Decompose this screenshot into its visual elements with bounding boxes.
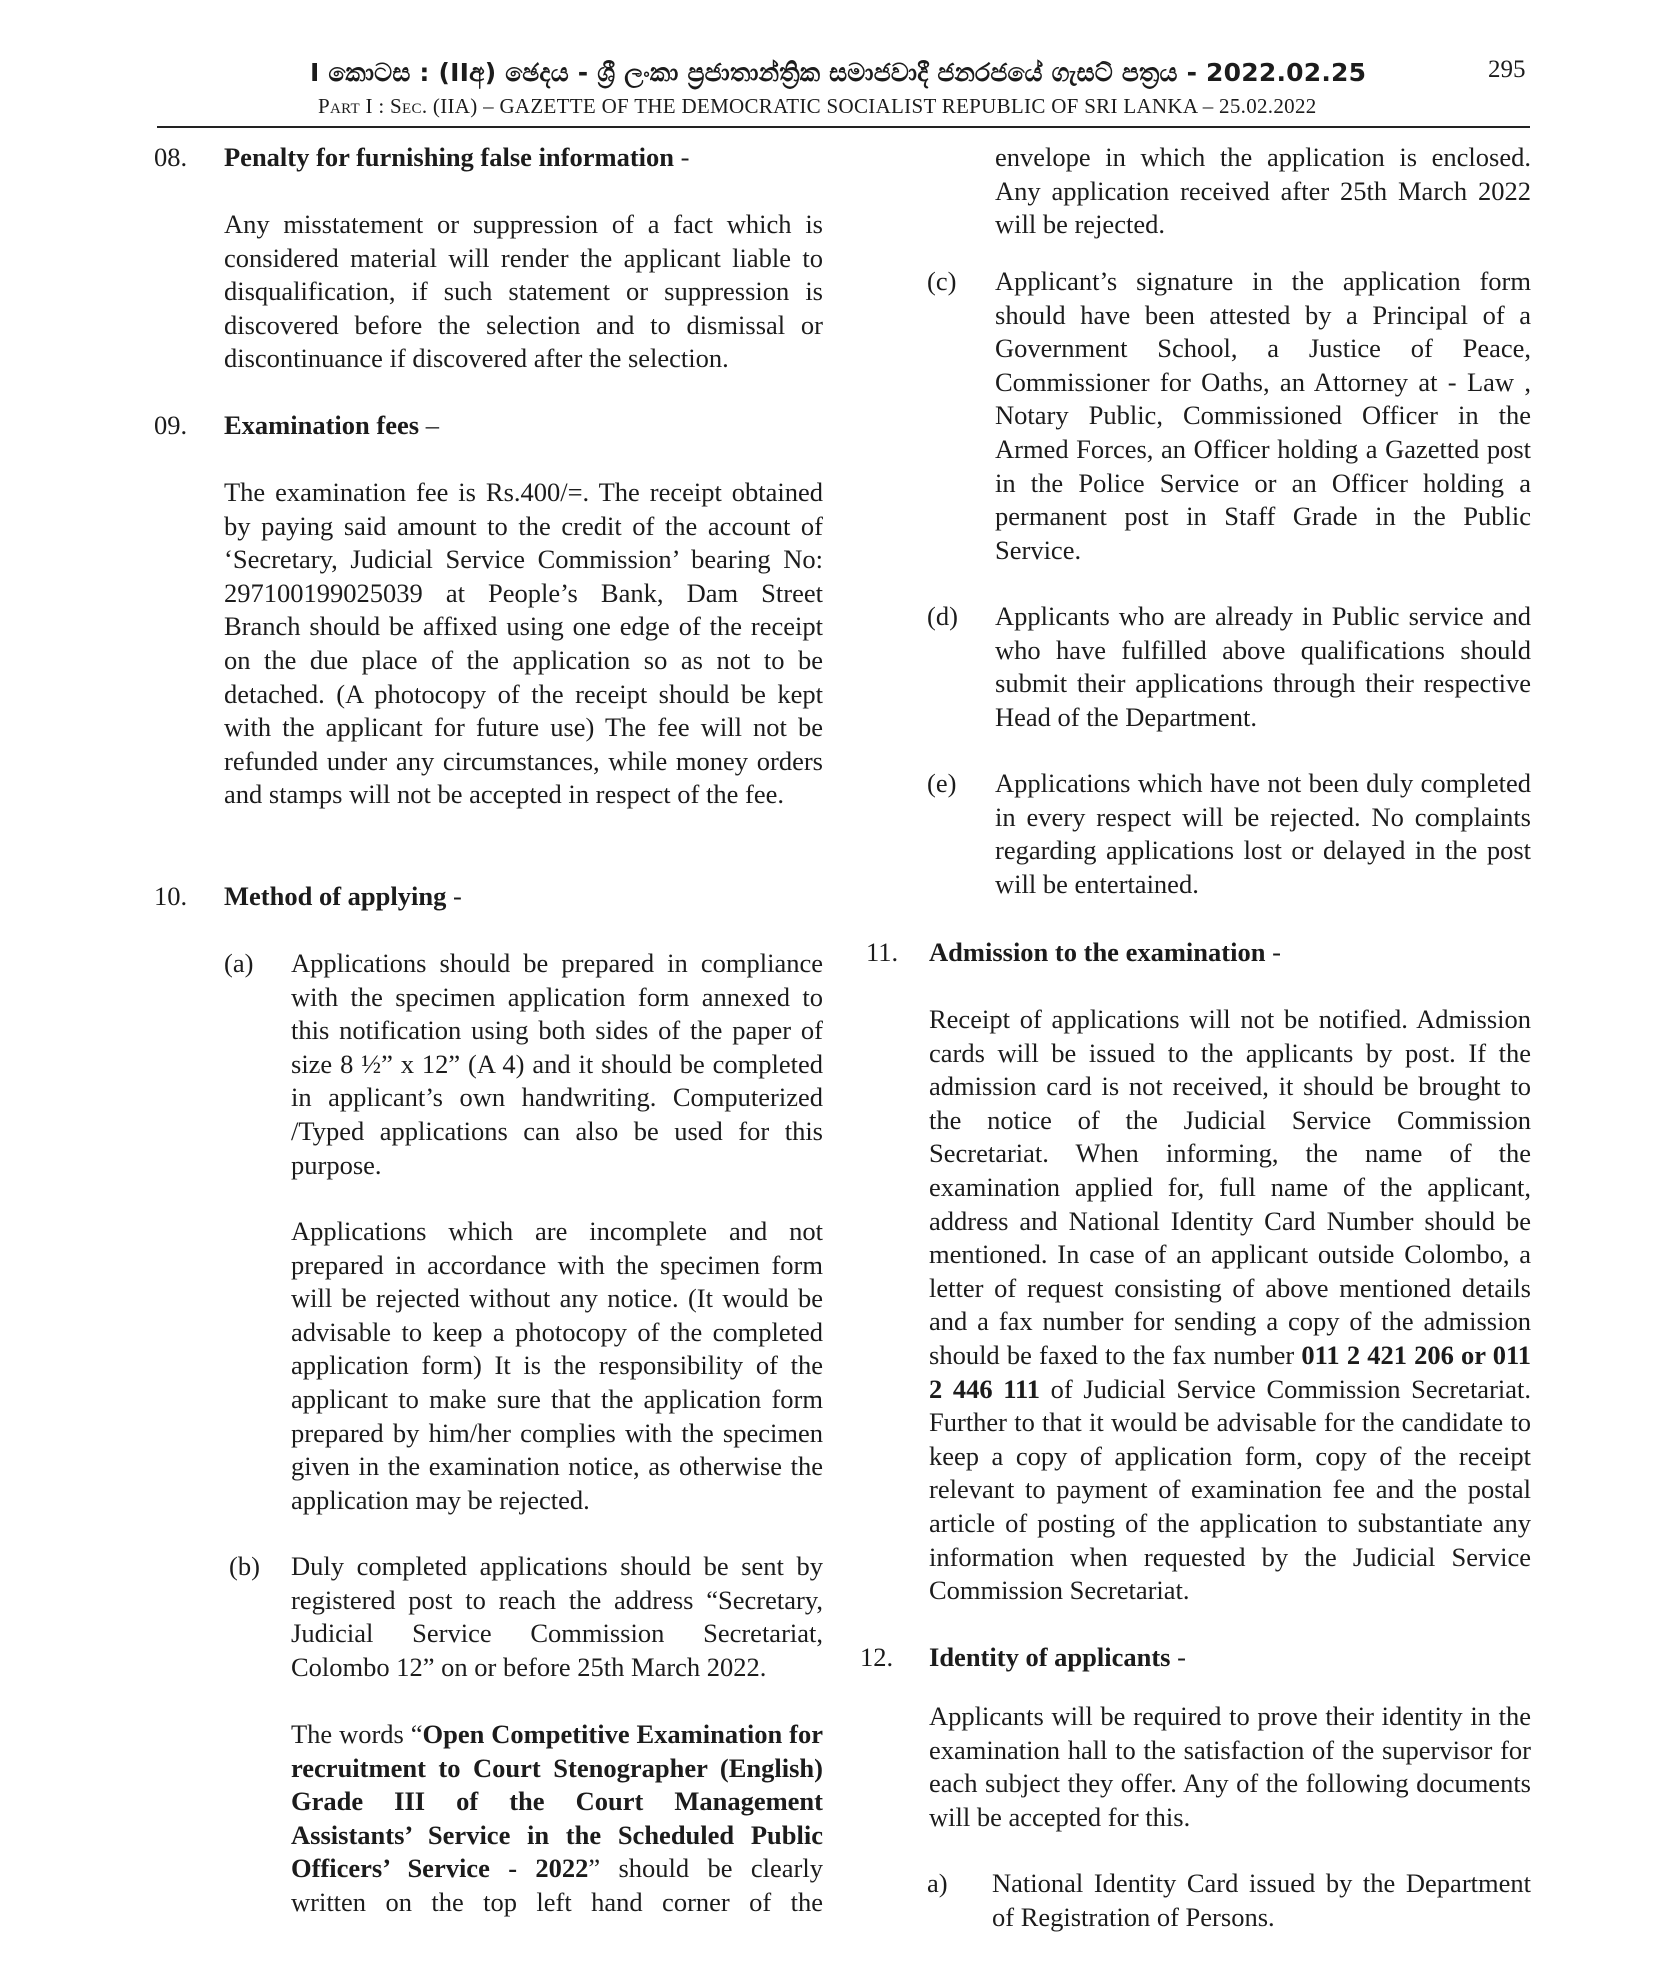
item-e-text: Applications which have not been duly completed in every respect will be rejected. No complaints regarding applications lost or delayed in the post will be entertained. [995, 768, 1531, 899]
section-body-11: Receipt of applications will not be notified. Admission cards will be issued to the applicants by post. If the admission card is not received, it should be brought to the notice of the Judicial Service Commission Secretariat. When informing, the name of the examination applied for, full name of the applicant, address and National Identity Card Number should be mentioned. In case of an applicant outside Colombo, a letter of request consisting of above mentioned details and a fax number for sending a copy of the admission should be faxed to the fax number 011 2 421 206 or 011 2 446 111 of Judicial Service Commission Secretariat. Further to that it would be advisable for the candidate to keep a copy of application form, copy of the receipt relevant to payment of examination fee and the postal article of posting of the application to substantiate any information when requested by the Judicial Service Commission Secretariat. [929, 1004, 1532, 1606]
item-d-text: Applicants who are already in Public service and who have fulfilled above qualifications should submit their applications through their respective Head of the Department. [995, 601, 1531, 732]
item-mark-b: (b) [229, 1551, 260, 1581]
section-number-09: 09. [154, 410, 188, 440]
item-mark-d: (d) [927, 601, 958, 631]
item-a-paragraph-2: Applications which are incomplete and not prepared in accordance with the specimen form will be rejected without any notice. (It would be advisable to keep a photocopy of the completed application form) It is the responsibility of the applicant to make sure that the application form prepared by him/her complies with the specimen given in the examination notice, as otherwise the application may be rejected. [291, 1216, 823, 1515]
section-heading-08: Penalty for furnishing false information - [224, 142, 690, 172]
section-heading-10: Method of applying - [224, 881, 462, 911]
section-heading-12: Identity of applicants - [929, 1642, 1186, 1672]
header-rule [157, 126, 1530, 128]
item-mark-a-12: a) [927, 1868, 948, 1898]
section-number-08: 08. [154, 142, 188, 172]
section-body-08: Any misstatement or suppression of a fact which is considered material will render the applicant liable to disqualification, if such statement or suppression is discovered before the selection and to dismissal or discontinuance if discovered after the selection. [224, 209, 823, 374]
section-heading-11: Admission to the examination - [929, 937, 1281, 967]
section-number-11: 11. [866, 937, 899, 967]
item-mark-c: (c) [927, 266, 957, 296]
english-header-title: PART I : SEC. (IIA) – GAZETTE OF THE DEMOCRATIC SOCIALIST REPUBLIC OF SRI LANKA – 25.02.2022 [318, 94, 1317, 118]
continued-text: envelope in which the application is enclosed. Any application received after 25th March 2022 will be rejected. [995, 142, 1531, 240]
item-b-paragraph-2: The words “Open Competitive Examination for recruitment to Court Stenographer (English) Grade III of the Court Management Assistants’ Service in the Scheduled Public Officers’ Service - 2022” should be clearly written on the top left hand corner of the [291, 1719, 823, 1917]
item-a-12-text: National Identity Card issued by the Department of Registration of Persons. [992, 1868, 1531, 1932]
section-heading-09: Examination fees – [224, 410, 439, 440]
item-mark-e: (e) [927, 768, 957, 798]
item-c-text: Applicant’s signature in the application form should have been attested by a Principal of a Government School, a Justice of Peace, Commissioner for Oaths, an Attorney at - Law , Notary Public, Commissioned Officer in the Armed Forces, an Officer holding a Gazetted post in the Police Service or an Officer holding a permanent post in Staff Grade in the Public Service. [995, 266, 1531, 565]
section-number-12: 12. [860, 1642, 894, 1672]
item-b-paragraph-1: Duly completed applications should be sent by registered post to reach the address “Secretary, Judicial Service Commission Secretariat, Colombo 12” on or before 25th March 2022. [291, 1551, 823, 1682]
item-mark-a: (a) [224, 948, 254, 978]
item-a-paragraph-1: Applications should be prepared in compliance with the specimen application form annexed to this notification using both sides of the paper of size 8 ½” x 12” (A 4) and it should be completed in applicant’s own handwriting. Computerized /Typed applications can also be used for this purpose. [291, 948, 823, 1180]
section-number-10: 10. [154, 881, 188, 911]
section-body-12: Applicants will be required to prove their identity in the examination hall to the satisfaction of the supervisor for each subject they offer. Any of the following documents will be accepted for this. [929, 1701, 1531, 1832]
sinhala-header-title: I කොටස : (IIඅ) ඡෙදය - ශ්‍රී ලංකා ප්‍රජාතාන්ත්‍රික සමාජවාදී ජනරජයේ ගැසට් පත්‍රය - 2022.02.25 [310, 58, 1367, 87]
page-number: 295 [1488, 56, 1526, 83]
section-body-09: The examination fee is Rs.400/=. The receipt obtained by paying said amount to the credit of the account of ‘Secretary, Judicial Service Commission’ bearing No: 297100199025039 at People’s Bank, Dam Street Branch should be affixed using one edge of the receipt on the due place of the application so as not to be detached. (A photocopy of the receipt should be kept with the applicant for future use) The fee will not be refunded under any circumstances, while money orders and stamps will not be accepted in respect of the fee. [224, 477, 823, 810]
